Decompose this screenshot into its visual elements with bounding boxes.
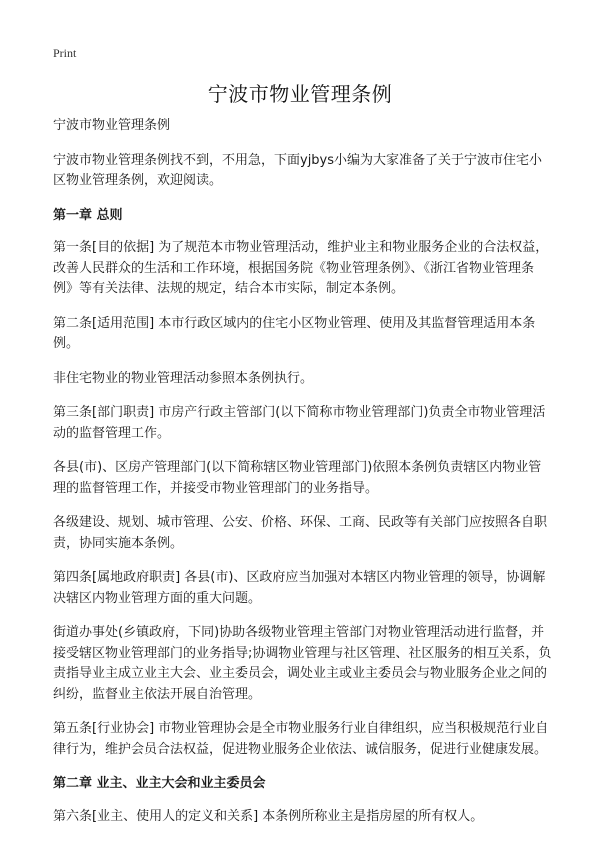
print-link[interactable]: Print <box>53 46 77 60</box>
article-6: 第六条[业主、使用人的定义和关系] 本条例所称业主是指房屋的所有权人。 <box>53 808 484 824</box>
article-2: 第二条[适用范围] 本市行政区域内的住宅小区物业管理、使用及其监督管理适用本条例。 <box>53 315 536 351</box>
article-4: 第四条[属地政府职责] 各县(市)、区政府应当加强对本辖区内物业管理的领导，协调解决辖区内物业管理方面的重大问题。 <box>53 570 546 606</box>
article-2-paragraph-2: 非住宅物业的物业管理活动参照本条例执行。 <box>53 370 314 386</box>
chapter-2-heading: 第二章 业主、业主大会和业主委员会 <box>53 776 266 791</box>
intro-paragraph: 宁波市物业管理条例找不到，不用急，下面yjbys小编为大家准备了关于宁波市住宅小区物业管理条例，欢迎阅读。 <box>53 152 543 188</box>
document-subtitle: 宁波市物业管理条例 <box>53 118 171 133</box>
article-4-paragraph-2: 街道办事处(乡镇政府，下同)协助各级物业管理主管部门对物业管理活动进行监督，并接受辖区物业管理部门的业务指导;协调物业管理与社区管理、社区服务的相互关系，负责指导业主成立业主大会、业主委员会，调处业主或业主委员会与物业服务企业之间的纠纷，监督业主依法开展自治管理。 <box>53 625 552 702</box>
article-3-paragraph-3: 各级建设、规划、城市管理、公安、价格、环保、工商、民政等有关部门应按照各自职责，协同实施本条例。 <box>53 515 548 551</box>
article-3: 第三条[部门职责] 市房产行政主管部门(以下简称市物业管理部门)负责全市物业管理活动的监督管理工作。 <box>53 405 546 441</box>
page-title: 宁波市物业管理条例 <box>207 82 393 106</box>
chapter-1-heading: 第一章 总则 <box>53 207 123 223</box>
document-body <box>53 116 553 841</box>
article-3-paragraph-2: 各县(市)、区房产管理部门(以下简称辖区物业管理部门)依照本条例负责辖区内物业管理的监督管理工作，并接受市物业管理部门的业务指导。 <box>53 460 542 496</box>
article-1: 第一条[目的依据] 为了规范本市物业管理活动，维护业主和物业服务企业的合法权益，改善人民群众的生活和工作环境，根据国务院《物业管理条例》、《浙江省物业管理条例》等有关法律、法规的规定，结合本市实际，制定本条例。 <box>53 240 549 296</box>
article-5: 第五条[行业协会] 市物业管理协会是全市物业服务行业自律组织，应当积极规范行业自律行为，维护会员合法权益，促进物业服务企业依法、诚信服务，促进行业健康发展。 <box>53 721 549 757</box>
